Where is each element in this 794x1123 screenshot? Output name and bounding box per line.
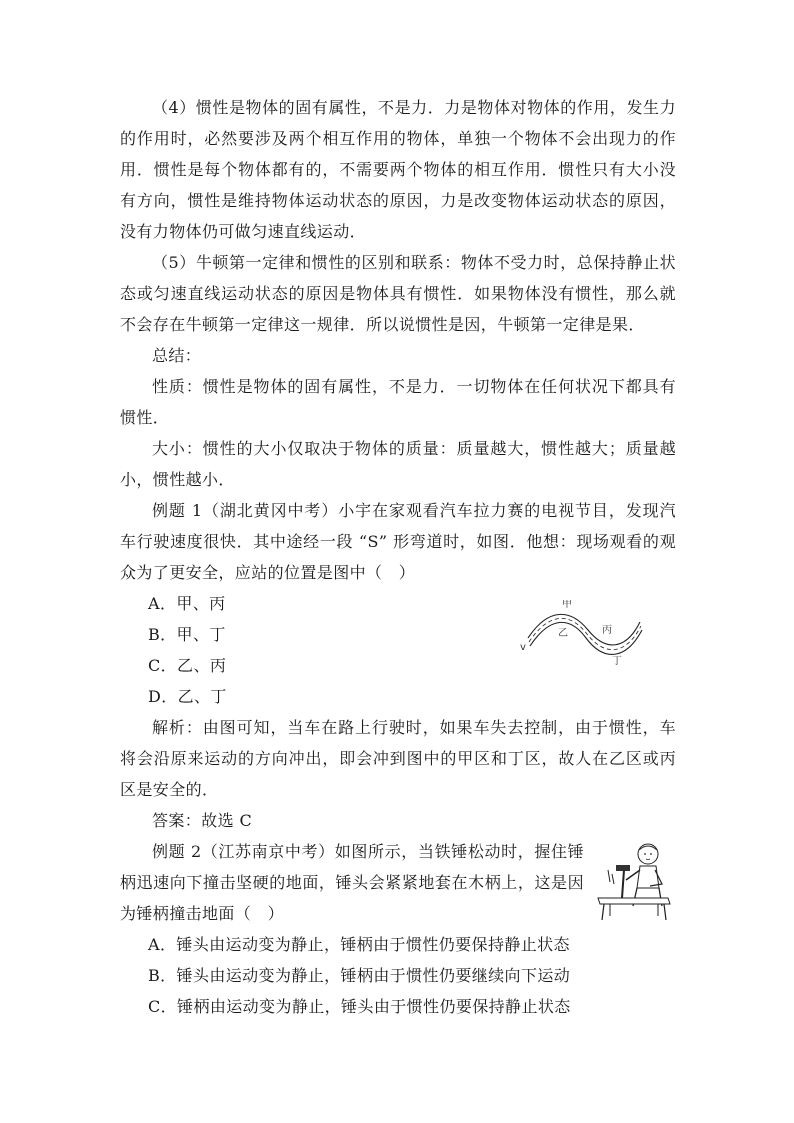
summary-size: 大小：惯性的大小仅取决于物体的质量：质量越大，惯性越大；质量越小，惯性越小． — [120, 439, 676, 489]
example-2-option-b: B．锤头由运动变为静止，锤柄由于惯性仍要继续向下运动 — [148, 966, 571, 985]
example-1 — [120, 495, 676, 836]
example-1-answer: 答案：故选 C — [152, 811, 253, 830]
example-1-option-c: C．乙、丙 — [148, 656, 227, 675]
child-hammer-figure — [596, 840, 680, 922]
label-yi: 乙 — [558, 628, 568, 639]
example-1-option-d: D．乙、丁 — [148, 687, 227, 706]
label-jia: 甲 — [562, 600, 572, 610]
example-2-option-c: C．锤柄由运动变为静止，锤头由于惯性仍要保持静止状态 — [148, 997, 571, 1016]
label-v: v — [520, 642, 526, 653]
example-1-option-b: B．甲、丁 — [148, 625, 226, 644]
paragraph-5: （5）牛顿第一定律和惯性的区别和联系：物体不受力时，总保持静止状态或匀速直线运动状态的原因是物体具有惯性．如果物体没有惯性，那么就不会存在牛顿第一定律这一规律．所以说惯性是因，牛顿第一定律是果． — [120, 253, 676, 334]
s-curve-road-figure — [518, 600, 646, 666]
summary-nature: 性质：惯性是物体的固有属性，不是力．一切物体在任何状况下都具有惯性． — [120, 377, 676, 427]
label-ding: 丁 — [612, 656, 622, 666]
label-bing: 丙 — [602, 625, 612, 636]
example-2 — [120, 836, 676, 929]
document-page — [120, 92, 676, 1022]
example-1-question: 例题 1（湖北黄冈中考）小宇在家观看汽车拉力赛的电视节目，发现汽车行驶速度很快．其中途经一段 “S” 形弯道时，如图．他想：现场观看的观众为了更安全，应站的位置是图中（ ） — [120, 501, 676, 582]
example-1-option-a: A．甲、丙 — [148, 594, 226, 613]
paragraph-4: （4）惯性是物体的固有属性，不是力．力是物体对物体的作用，发生力的作用时，必然要涉及两个相互作用的物体，单独一个物体不会出现力的作用．惯性是每个物体都有的，不需要两个物体的相互作用．惯性只有大小没有方向，惯性是维持物体运动状态的原因，力是改变物体运动状态的原因，没有力物体仍可做匀速直线运动． — [120, 98, 676, 241]
example-1-analysis: 解析：由图可知，当车在路上行驶时，如果车失去控制，由于惯性，车将会沿原来运动的方向冲出，即会冲到图中的甲区和丁区，故人在乙区或丙区是安全的． — [120, 718, 676, 799]
example-1-options — [120, 588, 676, 712]
example-2-option-a: A．锤头由运动变为静止，锤柄由于惯性仍要保持静止状态 — [148, 935, 570, 954]
summary-title: 总结： — [152, 346, 202, 365]
example-2-question: 例题 2（江苏南京中考）如图所示，当铁锤松动时，握住锤柄迅速向下撞击坚硬的地面，锤头会紧紧地套在木柄上，这是因为锤柄撞击地面（ ） — [120, 842, 584, 923]
